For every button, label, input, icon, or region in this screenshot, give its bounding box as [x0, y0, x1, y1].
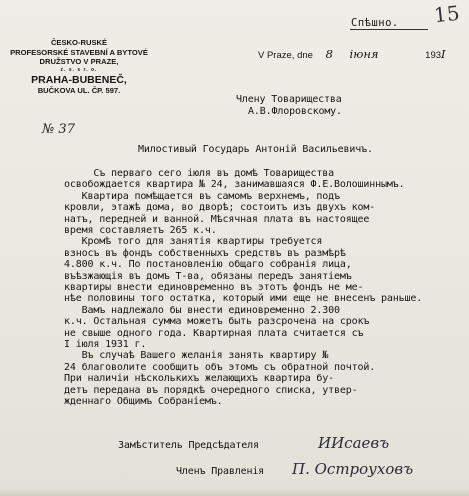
- body-line: кровли, этажѣ дома, во дворѣ; состоитъ изъ двухъ ком-: [64, 202, 376, 214]
- body-line: натъ, передней и ванной. Мѣсячная плата въ настоящее: [64, 213, 370, 225]
- date-line: [258, 47, 446, 61]
- body-line: взносъ въ фондъ собственныхъ средствъ въ размѣрѣ: [64, 247, 346, 259]
- body-line: квартиры внести единовременно въ этотъ фондъ не ме-: [64, 282, 364, 293]
- body-line: не свыше одного года. Квартирная плата считается съ: [64, 327, 364, 339]
- body-line: детъ передана въ порядкѣ очередного списка, утвер-: [64, 384, 358, 396]
- body-line: въѣзжающія въ домъ Т-ва, обязаны передъ занятіемъ: [64, 270, 352, 282]
- body-line: Кромѣ того для занятія квартиры требуется: [64, 236, 323, 248]
- page-number-handwritten: 15: [432, 0, 461, 28]
- body-line: Въ случаѣ Вашего желанія занять квартиру №: [64, 350, 329, 362]
- deputy-chair-label: Замѣститель Предсѣдателя: [118, 440, 259, 451]
- deputy-chair-signature: ИИсаевъ: [318, 434, 390, 452]
- addressee-line: А.В.Флоровскому.: [248, 106, 342, 117]
- body-line: нѣе половины того остатка, который ими еще не внесенъ раньше.: [64, 293, 423, 305]
- body-line: 24 благоволите сообщить объ этомъ съ обратной почтой.: [64, 361, 376, 373]
- body-line: жденнаго Общимъ Собраніемъ.: [64, 396, 223, 407]
- page-bottom-edge: [0, 488, 469, 496]
- letterhead-line: z. s. s r. o.: [60, 66, 98, 73]
- addressee-line: Члену Товарищества: [236, 94, 342, 105]
- letterhead-line: DRUŽSTVO V PRAZE,: [39, 57, 119, 67]
- document-number: № 37: [42, 122, 75, 137]
- urgent-underline: [350, 29, 428, 30]
- board-member-signature: П. Остроуховъ: [292, 460, 414, 478]
- salutation: Милостивый Государь Антоній Васильевичъ.: [138, 144, 373, 155]
- body-line: Квартира помѣщается въ самомъ верхнемъ, подъ: [64, 190, 340, 202]
- date-year-prefix: 193: [425, 50, 442, 61]
- letterhead: [4, 38, 154, 95]
- board-member-label: Членъ Правленія: [176, 466, 265, 477]
- body-line: время составляетъ 265 к.ч.: [64, 225, 217, 236]
- letterhead-line: PROFESORSKÉ STAVEBNÍ A BYTOVÉ: [10, 47, 148, 57]
- body-line: При наличіи нѣсколькихъ желающихъ квартира бу-: [64, 373, 335, 385]
- date-day: 8: [325, 47, 333, 61]
- body-line: I іюля 1931 г.: [64, 339, 147, 350]
- body-line: 4.800 к.ч. По постановленію общаго собранія лица,: [64, 259, 352, 271]
- urgent-stamp: Спѣшно.: [351, 17, 399, 29]
- body-line: освобождается квартира № 24, занимавшаяся Ф.Е.Волошиннымъ.: [64, 179, 405, 191]
- letterhead-city: PRAHA-BUBENEČ,: [31, 73, 127, 86]
- date-year-suffix: I: [441, 47, 446, 61]
- letterhead-address: BUČKOVA UL. ČP. 597.: [37, 85, 121, 95]
- body-line: Съ перваго сего іюля въ домѣ Товарищества: [64, 168, 335, 179]
- date-month: іюня: [349, 47, 379, 61]
- date-prefix: V Praze, dne: [258, 50, 313, 61]
- body-line: к.ч. Остальная сумма можетъ быть разсрочена на срокъ: [64, 316, 370, 328]
- body-line: Вамъ надлежало бы внести единовременно 2.300: [64, 304, 340, 316]
- letterhead-line: ČESKO-RUSKÉ: [50, 38, 108, 47]
